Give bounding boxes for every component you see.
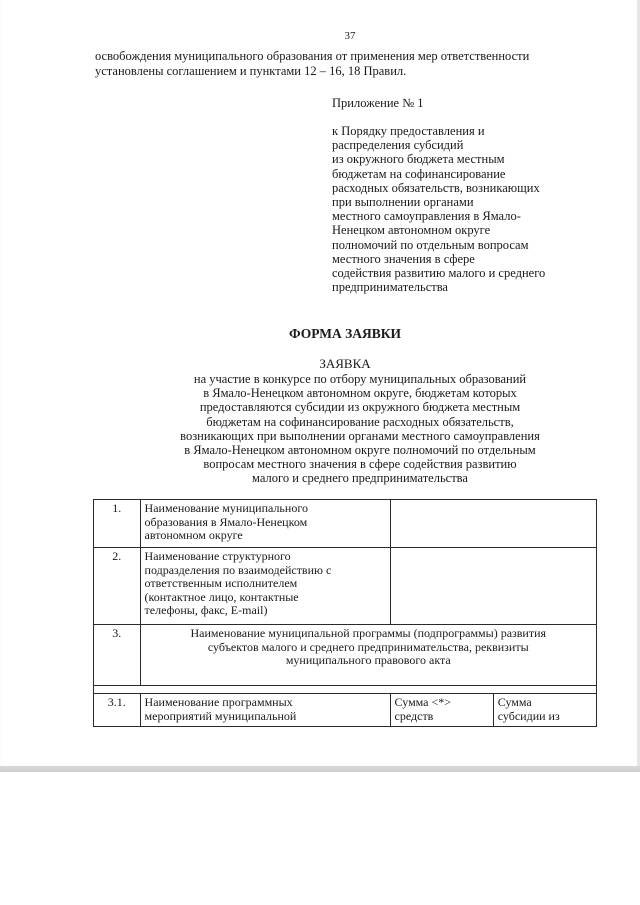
- application-subtitle-line: на участие в конкурсе по отбору муниципальных образований: [193, 372, 527, 386]
- application-title: ЗАЯВКА: [319, 356, 371, 371]
- column-header-sum-subsidy: [493, 694, 596, 727]
- row-value-cell[interactable]: [390, 500, 596, 548]
- header-line: Сумма <*>: [394, 695, 452, 709]
- row-label-line: Наименование структурного: [144, 549, 291, 563]
- row-label-line: подразделения по взаимодействию с: [144, 562, 332, 577]
- appendix-line: местного самоуправления в Ямало-: [332, 209, 521, 224]
- row-number: 3.: [94, 625, 141, 686]
- appendix-line: местного значения в сфере: [332, 251, 475, 266]
- row-label-line: автономном округе: [144, 528, 243, 543]
- table-row: [94, 625, 597, 686]
- row-label-line: Наименование муниципальной программы (подпрограммы) развития: [190, 626, 547, 640]
- table-spacer: [94, 686, 597, 694]
- page-number: 37: [344, 30, 356, 42]
- application-subtitle-line: в Ямало-Ненецком автономном округе полномочий по отдельным: [184, 443, 536, 458]
- row-number: 1.: [94, 500, 141, 548]
- row-label-line: телефоны, факс, E-mail): [144, 603, 268, 618]
- row-label-line: образования в Ямало-Ненецком: [144, 514, 308, 529]
- intro-line: установлены соглашением и пунктами 12 – 16, 18 Правил.: [95, 64, 407, 78]
- header-line: субсидии из: [497, 708, 560, 723]
- row-label-line: Наименование муниципального: [144, 501, 308, 515]
- row-number: 2.: [94, 548, 141, 625]
- application-subtitle-line: малого и среднего предпринимательства: [252, 471, 468, 486]
- application-subtitle-line: бюджетам на софинансирование расходных обязательств,: [206, 414, 514, 429]
- row-number: 3.1.: [94, 694, 141, 727]
- header-line: мероприятий муниципальной: [144, 708, 297, 723]
- appendix-line: бюджетам на софинансирование: [332, 166, 506, 181]
- table-row: [94, 548, 597, 625]
- row-label: [140, 625, 596, 686]
- appendix-line: при выполнении органами: [332, 195, 474, 210]
- header-line: Наименование программных: [144, 695, 293, 709]
- application-subtitle-line: вопросам местного значения в сфере содействия развитию: [203, 457, 517, 472]
- application-form-table: [93, 499, 597, 727]
- column-header-activities: [140, 694, 390, 727]
- row-value-cell[interactable]: [390, 548, 596, 625]
- row-label-line: субъектов малого и среднего предпринимательства, реквизиты: [207, 639, 529, 654]
- application-subtitle: [120, 372, 600, 486]
- row-label-line: ответственным исполнителем: [144, 576, 298, 591]
- appendix-line: к Порядку предоставления и: [332, 124, 485, 138]
- appendix-line: Ненецком автономном округе: [332, 223, 491, 238]
- scan-bottom-edge: [0, 766, 640, 772]
- appendix-line: расходных обязательств, возникающих: [332, 180, 540, 195]
- row-label-line: (контактное лицо, контактные: [144, 589, 299, 604]
- appendix-title: Приложение № 1: [332, 96, 424, 110]
- row-label-line: муниципального правового акта: [285, 653, 451, 668]
- appendix-text: [332, 124, 612, 294]
- appendix-line: предпринимательства: [332, 280, 448, 295]
- intro-text: [95, 49, 615, 79]
- appendix-line: из окружного бюджета местным: [332, 152, 505, 167]
- spacer-cell: [94, 686, 597, 694]
- application-subtitle-line: возникающих при выполнении органами местного самоуправления: [180, 428, 540, 443]
- column-header-sum-funds: [390, 694, 493, 727]
- appendix-line: полномочий по отдельным вопросам: [332, 237, 529, 252]
- application-subtitle-line: в Ямало-Ненецком автономном округе, бюджетам которых: [203, 386, 517, 401]
- table-row: [94, 694, 597, 727]
- table-row: [94, 500, 597, 548]
- appendix-line: распределения субсидий: [332, 138, 464, 153]
- row-label: [140, 500, 390, 548]
- intro-line: освобождения муниципального образования от применения мер ответственности: [95, 49, 530, 63]
- row-label: [140, 548, 390, 625]
- application-subtitle-line: предоставляются субсидии из окружного бюджета местным: [199, 400, 521, 415]
- form-heading: ФОРМА ЗАЯВКИ: [288, 326, 402, 341]
- header-line: средств: [394, 708, 434, 723]
- appendix-line: содействия развитию малого и среднего: [332, 266, 546, 281]
- header-line: Сумма: [497, 695, 532, 709]
